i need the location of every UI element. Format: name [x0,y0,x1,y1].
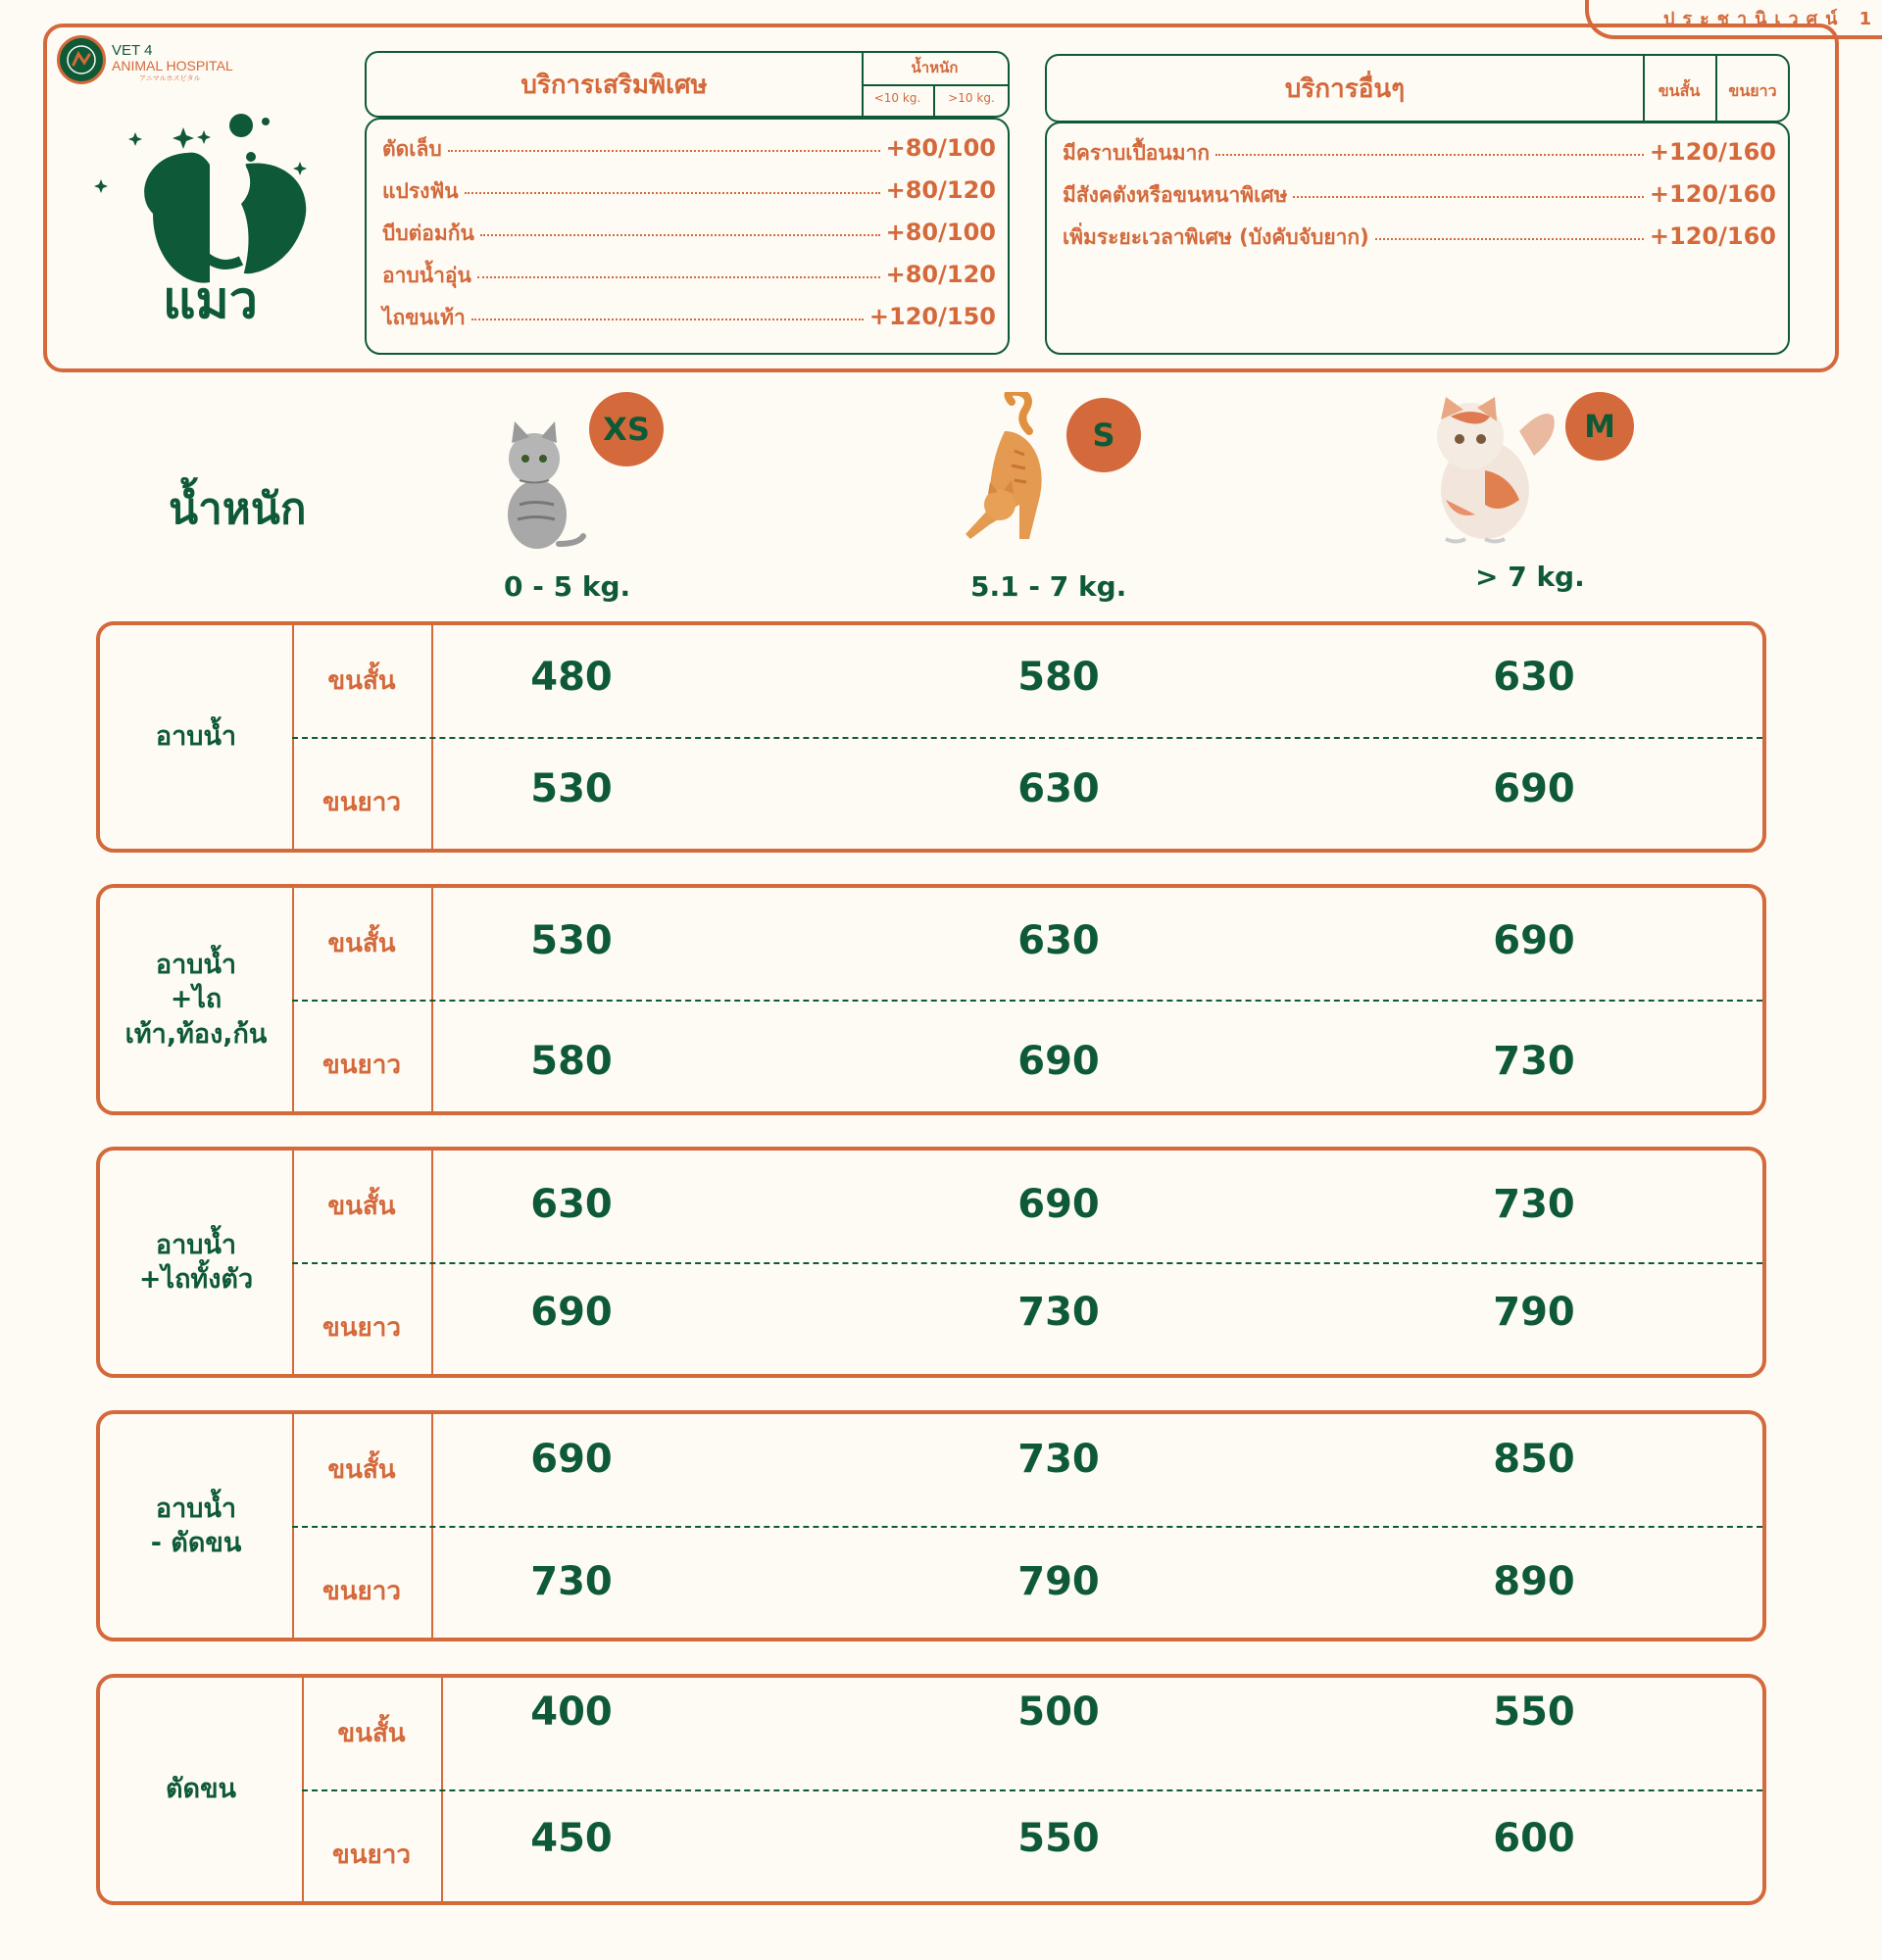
service-name-line: อาบน้ำ [155,1493,237,1524]
branch-name: ประชานิเวศน์ 1 [1663,9,1880,29]
price-table [96,884,1766,1115]
service-label: มีคราบเปื้อนมาก [1063,141,1211,165]
size-badge-m: M [1565,392,1634,461]
coat-long-label: ขนยาว [322,1577,401,1606]
other-services-title: บริการอื่นๆ [1284,74,1406,104]
service-name-line: อาบน้ำ [155,721,237,753]
logo-line-1: VET 4 [112,42,153,59]
service-label: มีสังคตังหรือขนหนาพิเศษ [1063,183,1288,207]
row-separator [292,1000,1762,1002]
price-long-coat: 690 [530,1290,613,1335]
price-long-coat: 790 [1493,1290,1575,1335]
hospital-name [112,43,233,82]
service-label: บีบต่อมก้น [382,221,474,245]
hospital-logo-icon [57,35,106,84]
service-label: ไถขนเท้า [382,306,466,329]
premium-services-header [365,51,1010,118]
price-short-coat: 850 [1493,1437,1575,1482]
premium-services-title: บริการเสริมพิเศษ [520,70,708,100]
row-separator [302,1789,1762,1791]
other-service-row [1063,221,1776,257]
leader-dots [1293,196,1643,198]
coat-long-label: ขนยาว [322,1051,401,1080]
price-long-coat: 450 [530,1816,613,1861]
coat-short-label: ขนสั้น [327,1455,396,1485]
other-service-row [1063,179,1776,215]
other-services-header [1045,54,1790,122]
price-long-coat: 790 [1017,1559,1100,1604]
premium-service-row [382,218,996,253]
size-badge-xs: XS [589,392,664,466]
coat-short-label: ขนสั้น [327,1192,396,1221]
premium-service-row [382,302,996,337]
logo-line-2: ANIMAL HOSPITAL [112,58,233,74]
price-short-coat: 690 [530,1437,613,1482]
weight-range-s: 5.1 - 7 kg. [970,570,1127,603]
price-long-coat: 550 [1017,1816,1100,1861]
price-long-coat: 890 [1493,1559,1575,1604]
other-services-list [1045,122,1790,355]
price-short-coat: 530 [530,918,613,963]
service-name [100,625,292,849]
service-label: อาบน้ำอุ่น [382,264,471,287]
price-long-coat: 600 [1493,1816,1575,1861]
service-price: +120/160 [1649,180,1776,208]
service-name-line: ตัดขน [166,1774,236,1805]
price-short-coat: 400 [530,1690,613,1735]
logo-line-3: アニマルホスピタル [139,75,201,82]
price-table [96,1147,1766,1378]
leader-dots [477,276,880,278]
price-long-coat: 730 [1017,1290,1100,1335]
service-price: +80/120 [885,176,996,204]
premium-service-row [382,133,996,169]
price-short-coat: 630 [1017,918,1100,963]
weight-under-10: <10 kg. [873,91,921,105]
price-short-coat: 630 [530,1182,613,1227]
leader-dots [480,234,880,236]
weight-range-m: > 7 kg. [1475,561,1585,593]
row-separator [292,1262,1762,1264]
service-price: +80/120 [885,261,996,288]
weight-column-header: น้ำหนัก [911,59,959,76]
leader-dots [471,318,864,320]
service-name-line: - ตัดขน [150,1528,242,1558]
leader-dots [448,150,880,152]
service-name-line: อาบน้ำ [155,1229,237,1260]
price-short-coat: 480 [530,655,613,700]
weight-heading: น้ำหนัก [169,484,307,534]
service-price: +120/160 [1649,138,1776,166]
coat-short-header: ขนสั้น [1658,81,1701,100]
coat-short-label: ขนสั้น [327,666,396,696]
other-service-row [1063,137,1776,172]
price-long-coat: 530 [530,766,613,811]
service-name [100,1414,292,1638]
premium-service-row [382,260,996,295]
service-name-lines [156,719,236,754]
service-label: เพิ่มระยะเวลาพิเศษ (บังคับจับยาก) [1063,225,1369,249]
price-short-coat: 730 [1017,1437,1100,1482]
price-short-coat: 500 [1017,1690,1100,1735]
price-table [96,1410,1766,1642]
row-separator [292,1526,1762,1528]
service-name-lines [100,948,292,1051]
price-long-coat: 690 [1493,766,1575,811]
price-long-coat: 580 [530,1039,613,1084]
price-long-coat: 730 [530,1559,613,1604]
leader-dots [465,192,880,194]
price-long-coat: 730 [1493,1039,1575,1084]
price-short-coat: 690 [1493,918,1575,963]
service-price: +80/100 [885,219,996,246]
service-name [100,888,292,1111]
coat-long-label: ขนยาว [322,1313,401,1343]
service-name [100,1151,292,1374]
service-price: +120/150 [868,303,996,330]
service-name-line: อาบน้ำ [155,950,237,981]
kitten-illustration-icon [490,421,588,554]
fluffy-cat-illustration-icon [1426,392,1559,549]
animal-label: แมว [163,271,258,330]
service-name-line: +ไถเท้า,ท้อง,ก้น [124,984,268,1050]
leader-dots [1215,154,1644,156]
price-short-coat: 550 [1493,1690,1575,1735]
leader-dots [1375,238,1644,240]
price-short-coat: 690 [1017,1182,1100,1227]
coat-short-label: ขนสั้น [327,929,396,958]
coat-short-label: ขนสั้น [337,1719,406,1748]
service-price: +120/160 [1649,222,1776,250]
price-short-coat: 630 [1493,655,1575,700]
service-label: แปรงฟัน [382,179,459,203]
weight-over-10: >10 kg. [948,91,995,105]
header-panel [43,24,1839,372]
service-name-lines [151,1492,242,1560]
service-label: ตัดเล็บ [382,137,442,161]
service-name-lines [139,1228,253,1297]
price-long-coat: 630 [1017,766,1100,811]
premium-service-row [382,175,996,211]
price-short-coat: 730 [1493,1182,1575,1227]
service-price: +80/100 [885,134,996,162]
price-long-coat: 690 [1017,1039,1100,1084]
stretching-cat-illustration-icon [961,392,1064,551]
service-name-lines [166,1772,236,1806]
premium-services-list [365,118,1010,355]
price-table [96,621,1766,853]
price-short-coat: 580 [1017,655,1100,700]
service-name [100,1678,302,1901]
weight-range-xs: 0 - 5 kg. [504,570,631,603]
size-badge-s: S [1066,398,1141,472]
service-name-line: +ไถทั้งตัว [138,1264,254,1295]
coat-long-header: ขนยาว [1728,81,1777,100]
price-table [96,1674,1766,1905]
coat-long-label: ขนยาว [322,788,401,817]
row-separator [292,737,1762,739]
coat-long-label: ขนยาว [332,1840,411,1870]
